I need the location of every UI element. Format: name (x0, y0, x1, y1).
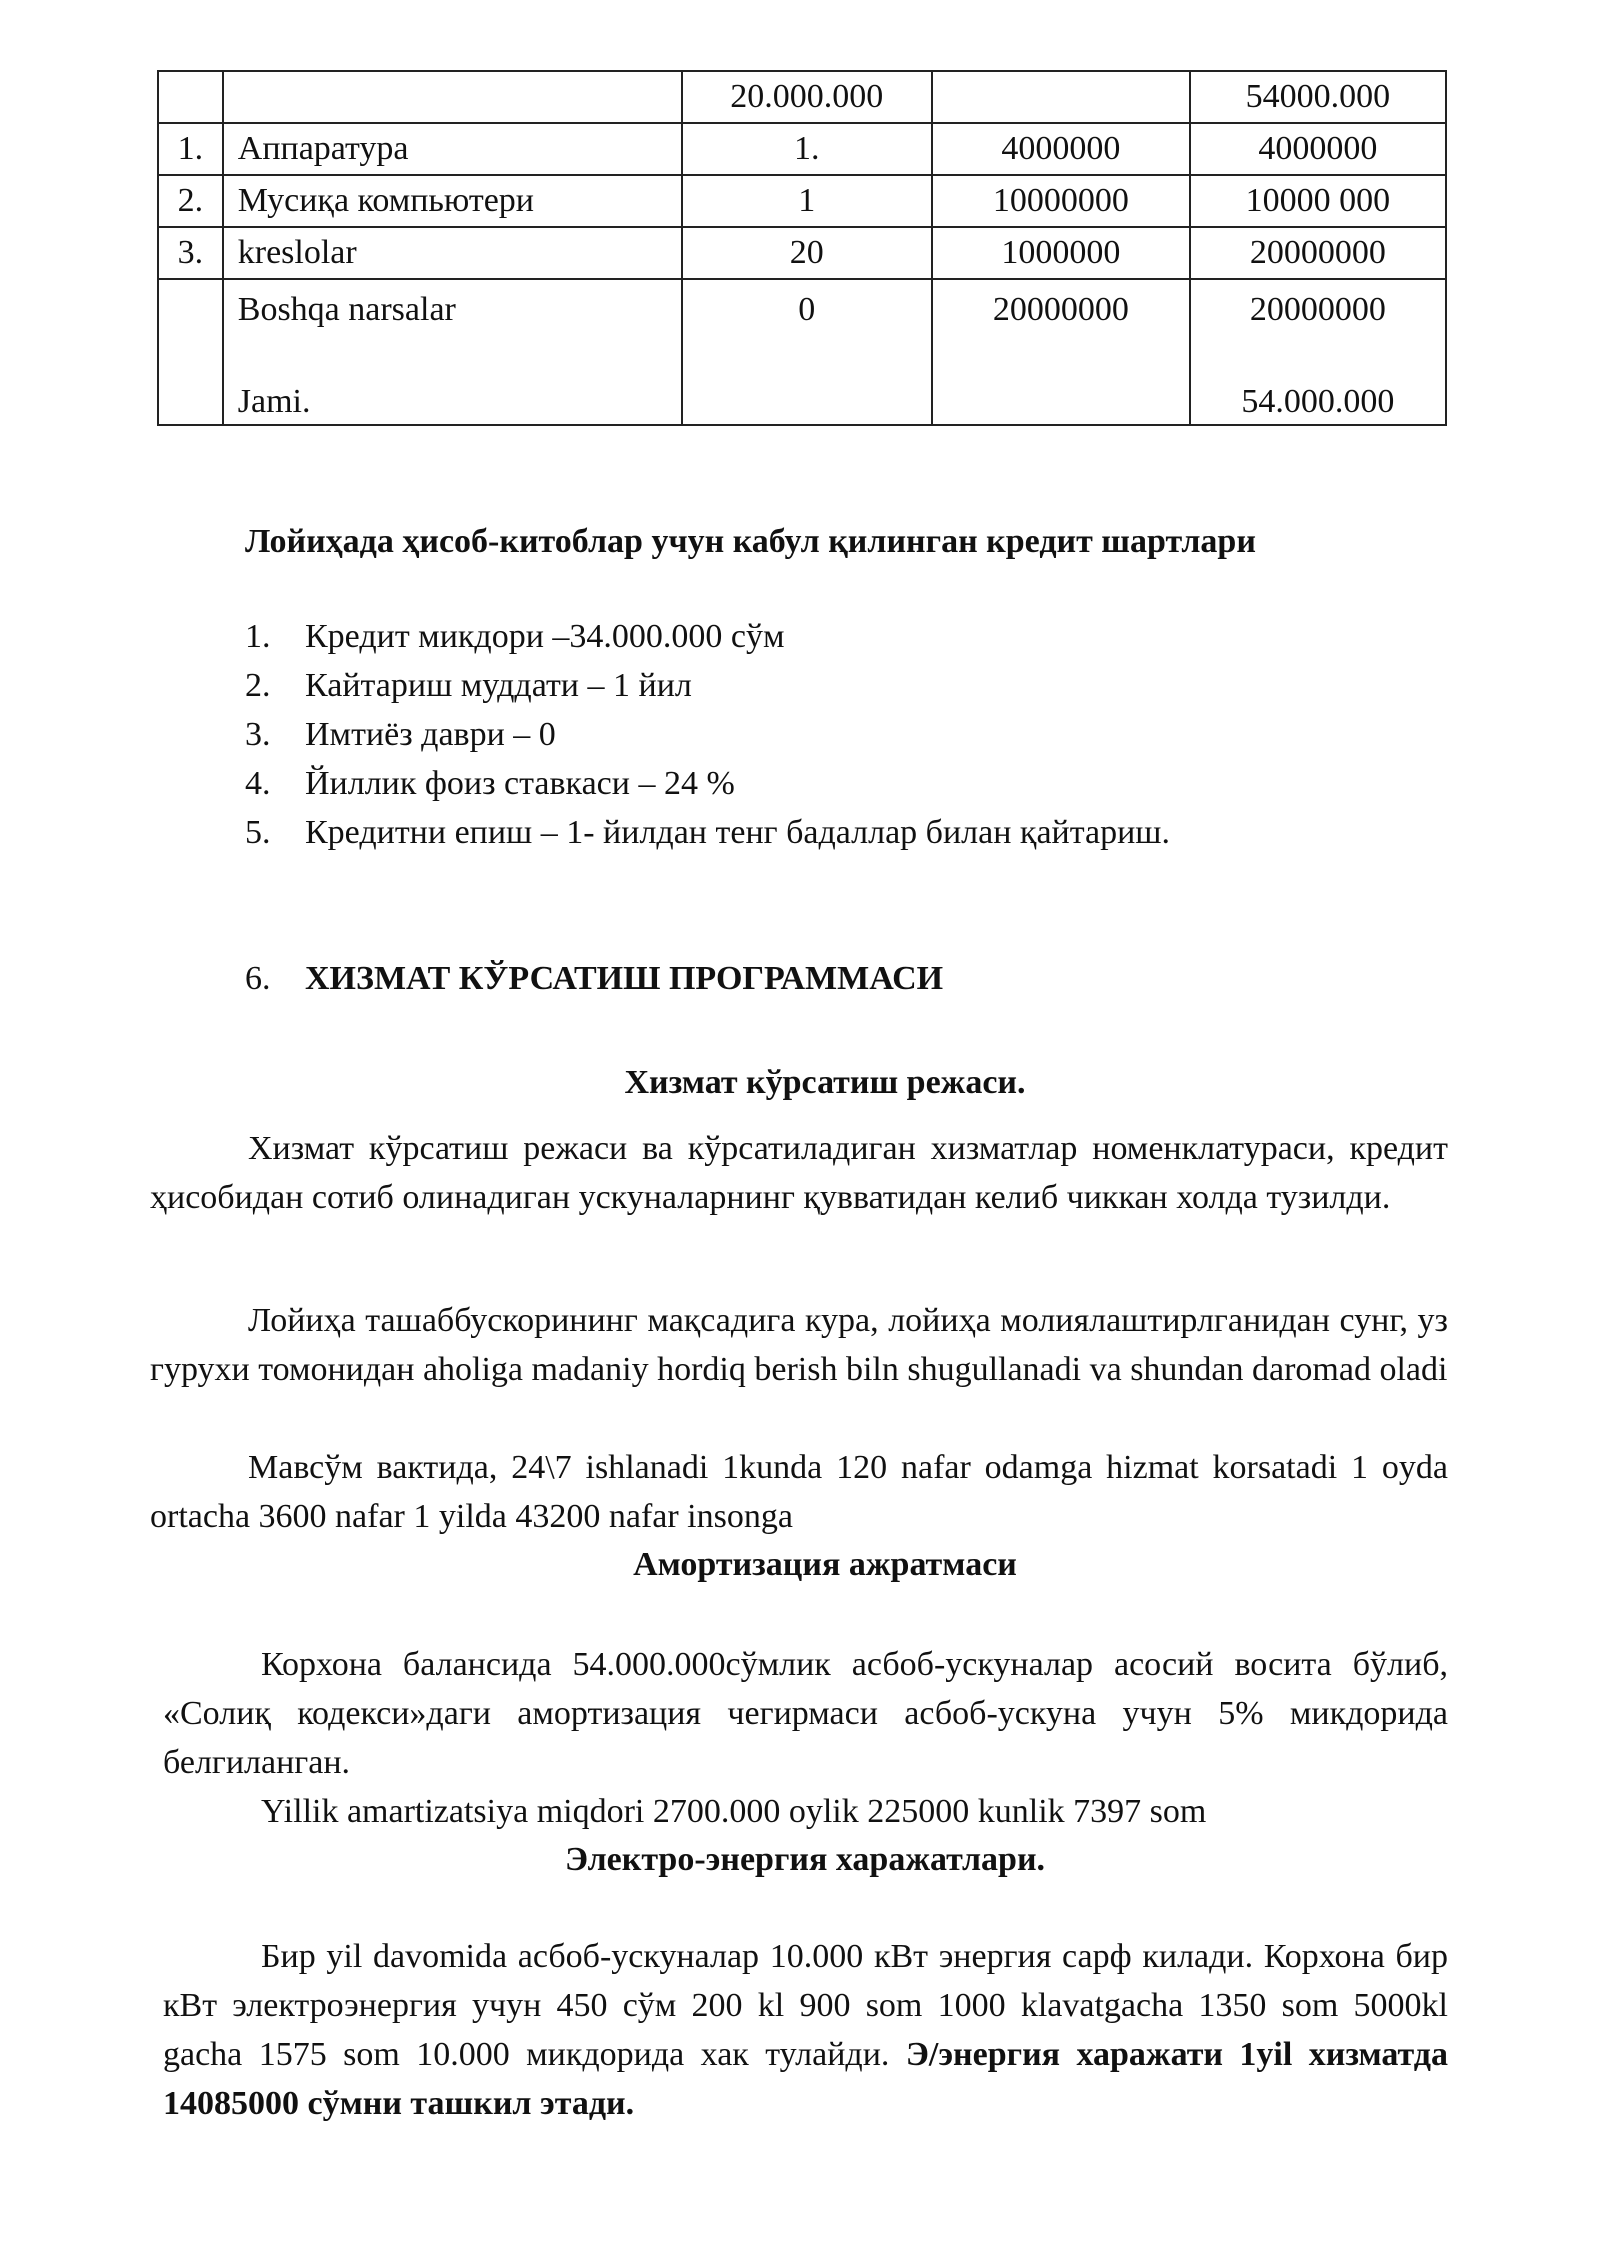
total-sum: 54.000.000 (1241, 383, 1395, 420)
table-cell-num: 1. (158, 123, 223, 175)
table-cell-sum: 20000000 (1190, 227, 1446, 279)
table-cell-qty (682, 279, 932, 425)
list-item (245, 612, 1170, 661)
table-cell-name (223, 71, 682, 123)
table-cell-price (932, 279, 1190, 425)
other-items-sum: 20000000 (1249, 291, 1386, 328)
list-item-text: Имтиёз даври – 0 (305, 716, 556, 753)
table-cell-price: 10000000 (932, 175, 1190, 227)
electricity-paragraph (163, 1932, 1448, 2128)
table-cell-sum (1190, 279, 1446, 425)
list-item (245, 661, 1170, 710)
list-item-text: Кредитни епиш – 1- йилдан тенг бадаллар билан қайтариш. (305, 814, 1170, 851)
section-number: 6. (245, 960, 271, 997)
table-cell-qty: 1 (682, 175, 932, 227)
other-items-qty: 0 (798, 291, 816, 328)
table-cell-sum: 10000 000 (1190, 175, 1446, 227)
service-plan-paragraph-1: Хизмат кўрсатиш режаси ва кўрсатиладиган хизматлар номенклатураси, кредит ҳисобидан сотиб олинадиган ускуналарнинг қувватидан келиб чиккан холда тузилди. (150, 1130, 1448, 1216)
list-item (245, 759, 1170, 808)
table-row (158, 123, 1446, 175)
electricity-total-text: Э/энергия харажати 1yil хизматда 14085000 сўмни ташкил этади. (163, 2036, 1449, 2122)
other-items-label: Boshqa narsalar (237, 291, 456, 328)
list-item (245, 710, 1170, 759)
table-cell-price: 4000000 (932, 123, 1190, 175)
service-plan-paragraph-3: Мавсўм вактида, 24\7 ishlanadi 1kunda 120 nafar odamga hizmat korsatadi 1 oyda ortacha 3600 nafar 1 yilda 43200 nafar insonga (150, 1449, 1448, 1535)
amortization-title: Амортизация ажратмаси (633, 1546, 1017, 1583)
table-row-total (158, 279, 1446, 425)
table-row (158, 175, 1446, 227)
list-item-number: 1. (245, 618, 271, 655)
table-cell-name: Аппаратура (223, 123, 682, 175)
section-title: ХИЗМАТ КЎРСАТИШ ПРОГРАММАСИ (305, 960, 944, 997)
table-cell-price (932, 71, 1190, 123)
table-cell-name: kreslolar (223, 227, 682, 279)
table-cell-qty: 1. (682, 123, 932, 175)
service-plan-paragraph-2: Лойиҳа ташаббускорининг мақсадига кура, лойиҳа молиялаштирлганидан сунг, уз гурухи томонидан aholiga madaniy hordiq berish biln shugullanadi va shundan daromad oladi (150, 1302, 1448, 1388)
section-6-heading (245, 955, 943, 1003)
table-cell-sum: 4000000 (1190, 123, 1446, 175)
table-cell-num (158, 71, 223, 123)
table-cell-name: Мусиқа компьютери (223, 175, 682, 227)
total-label: Jami. (237, 383, 311, 420)
table-cell-num: 3. (158, 227, 223, 279)
list-item-number: 5. (245, 814, 271, 851)
table-row (158, 227, 1446, 279)
credit-conditions-list (245, 612, 1170, 857)
list-item-number: 3. (245, 716, 271, 753)
list-item-text: Кайтариш муддати – 1 йил (305, 667, 692, 704)
electricity-title: Электро-энергия харажатлари. (564, 1841, 1046, 1878)
table-cell-num (158, 279, 223, 425)
list-item-number: 4. (245, 765, 271, 802)
other-items-price: 20000000 (992, 291, 1129, 328)
electricity-text: Бир yil davomida асбоб-ускуналар 10.000 кВт энергия сарф килади. Корхона бир кВт электроэнергия учун 450 сўм 200 kl 900 som 1000 klavatgacha 1350 som 5000kl gacha 1575 som 10.000 микдорида хак тулайди. (163, 1938, 1448, 2073)
list-item-text: Йиллик фоиз ставкаси – 24 % (305, 765, 735, 802)
table-cell-sum: 54000.000 (1190, 71, 1446, 123)
equipment-table (157, 70, 1447, 426)
credit-conditions-title: Лойиҳада ҳисоб-китоблар учун кабул қилинган кредит шартлари (245, 523, 1256, 560)
table-cell-price: 1000000 (932, 227, 1190, 279)
amortization-paragraph-1: Корхона балансида 54.000.000сўмлик асбоб-ускуналар асосий восита бўлиб, «Солиқ кодекси»даги амортизация чегирмаси асбоб-ускуна учун 5% микдорида белгиланган. (163, 1646, 1448, 1781)
list-item-text: Кредит микдори –34.000.000 сўм (305, 618, 785, 655)
list-item (245, 808, 1170, 857)
table-cell-num: 2. (158, 175, 223, 227)
table-cell-qty: 20 (682, 227, 932, 279)
service-plan-subtitle: Хизмат кўрсатиш режаси. (624, 1064, 1026, 1101)
list-item-number: 2. (245, 667, 271, 704)
amortization-paragraph-2: Yillik amartizatsiya miqdori 2700.000 oylik 225000 kunlik 7397 som (261, 1793, 1207, 1830)
table-cell-name (223, 279, 682, 425)
table-header-row (158, 71, 1446, 123)
table-cell-qty: 20.000.000 (682, 71, 932, 123)
